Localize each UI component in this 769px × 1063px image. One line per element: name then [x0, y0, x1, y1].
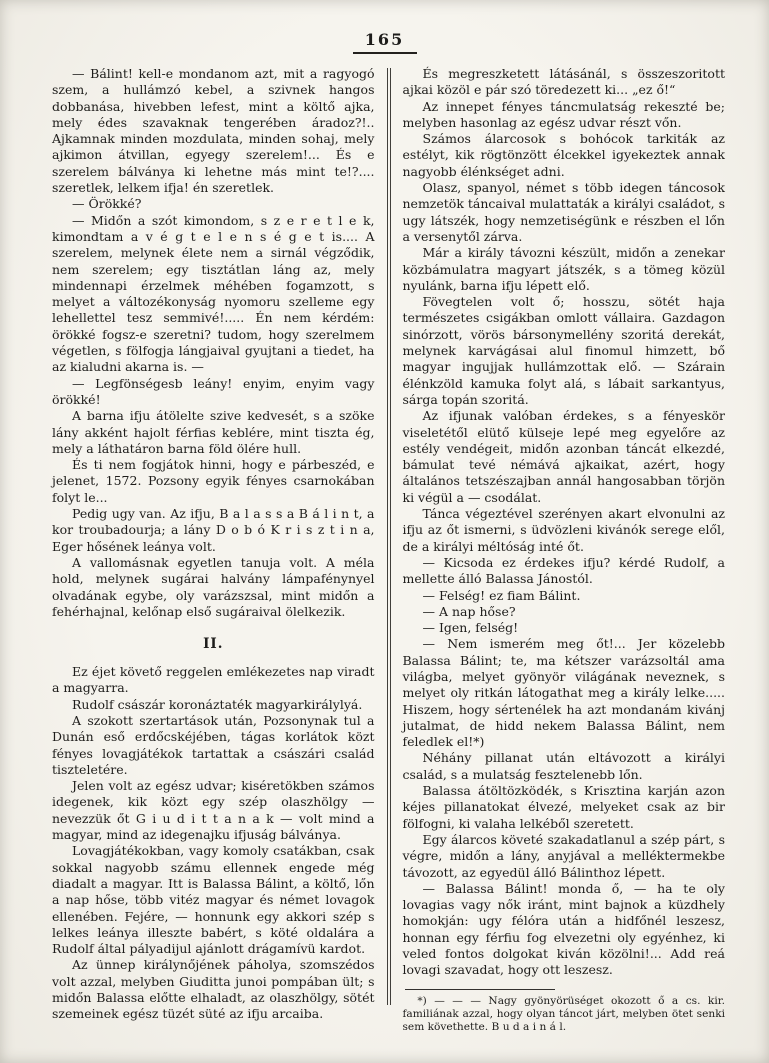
page-header [0, 0, 769, 54]
paragraph: A vallomásnak egyetlen tanuja volt. A méla hold, melynek sugárai halvány lámpafénynyel olvadának egybe, oly varázszsal, mint midőn a fehérhajnal, kelőnap első sugáraival ölelkezik. [52, 554, 375, 619]
paragraph: Egy álarcos követé szakadatlanul a szép párt, s végre, midőn a lány, anyjával a melléktermekbe távozott, az egyedül álló Bálinthoz lépett. [402, 831, 725, 880]
paragraph: És ti nem fogjátok hinni, hogy e párbeszéd, e jelenet, 1572. Pozsony egyik fényes csarnokában folyt le... [52, 457, 375, 505]
paragraph: — Legfönségesb leány! enyim, enyim vagy örökké! [52, 375, 375, 407]
paragraph: — Bálint! kell-e mondanom azt, mit a ragyogó szem, a hullámzó kebel, a szivnek hangos dobbanása, hivebben lefest, mint a költő ajka, mely édes szavaknak tengerében áradoz?!.. Ajkamnak minden mozdulata, minden sohaj, mely ajkimon átvillan, egyegy szerelem!... És e szerelem bálványa ki lehetne más mint te!?.... szeretlek, lelkem ifja! én szeretlek. [52, 66, 375, 196]
paragraph: Tánca végeztével szerényen akart elvonulni az ifju az őt ismerni, s üdvözleni kivánók serege elől, de a királyi méltóság inté őt. [402, 506, 725, 554]
paragraph: Fövegtelen volt ő; hosszu, sötét haja természetes csigákban omlott vállaira. Gazdagon sinórzott, vörös bársonymellény szoritá derekát, melynek karvágásai alul finomul himzett, bő magyar ingujjak hullámzottak elő. — Szárain élénkzöld kamuka folyt alá, s lábait sarkantyus, sárga topán szoritá. [402, 294, 725, 407]
paragraph: — Balassa Bálint! monda ő, — ha te oly lovagias vagy nők iránt, mint bajnok a küzdhely homokján: ugy félóra után a hidfőnél leszesz, honnan egy férfiu fog elvezetni oly egyénhez, ki veled fontos dolgokat kiván közölni!... Add reá lovagi szavadat, hogy ott leszesz. [402, 880, 725, 978]
paragraph: — A nap hőse? [422, 603, 516, 619]
paragraph: — Igen, felség! [422, 620, 519, 636]
left-column [52, 66, 375, 1035]
paragraph: Balassa átöltözködék, s Krisztina karján azon kéjes pillanatokat élvezé, melyeket csak az bir fölfogni, ki valaha lelkéből szeretett. [402, 783, 725, 831]
page-number: 165 [364, 30, 405, 49]
paragraph: Rudolf császár koronáztaték magyarkirálylyá. [72, 696, 363, 712]
footnote-block [403, 989, 726, 1035]
paragraph: — Midőn a szót kimondom, s z e r e t l e k, kimondtam a v é g t e l e n s é g e t is.... A szerelem, melynek élete nem a sirnál végződik, nem szerelem; egy tisztátlan láng az, mely mindennapi érzelmek méhében fogamzott, s melyet a változékonyság nyomoru szelleme egy lehellettel tesz semmivé!..... Én nem kérdém: örökké fogsz-e szeretni? tudom, hogy szerelmem végetlen, s fölfogja lángjaival gyujtani a tiedet, ha az kialudni akarna is. — [52, 212, 375, 375]
paragraph: Olasz, spanyol, német s több idegen táncosok nemzetök táncaival mulattaták a királyi családot, s ugy látszék, hogy nemzetiségünk e részben el lőn a versenytől zárva. [402, 180, 725, 244]
paragraph: — Nem ismerém meg őt!... Jer közelebb Balassa Bálint; te, ma kétszer varázsoltál ama világba, melyet gyönyör világának neveznek, s melyet oly ritkán látogathat meg a király lelke..... Hiszem, hogy sértenélek ha azt mondanám kivánj jutalmat, de hidd nekem Balassa Bálint, nem feledlek el!*) [402, 636, 725, 750]
paragraph: Az innepet fényes táncmulatság rekeszté be; melyben hasonlag az egész udvar részt vőn. [402, 98, 725, 130]
paragraph: Számos álarcosok s bohócok tarkiták az estélyt, kik rögtönzött élcekkel igyekeztek annak nagyobb élénkséget adni. [402, 131, 725, 179]
paragraph: — Örökké? [72, 196, 142, 212]
right-column [403, 66, 726, 1035]
paragraph: Az ünnep királynőjének páholya, szomszédos volt azzal, melyben Giuditta junoi pompában ült; s midőn Balassa előtte elhaladt, az olaszhölgy, sötét szemeinek egész tüzét süté az ifju arcaiba. [52, 957, 375, 1022]
column-divider [387, 68, 391, 1005]
text-columns [0, 54, 769, 1035]
footnote-separator-rule [405, 989, 555, 990]
paragraph: Lovagjátékokban, vagy komoly csatákban, csak sokkal nagyobb számu ellennek engede még diadalt a magyar. Itt is Balassa Bálint, a költő, lőn a nap hőse, több vitéz magyar és német lovagok ellenében. Fejére, — honnunk egy akkori szép s lelkes leánya illeszte babért, s köté oldalára a Rudolf által pályadijul ajánlott drágamívü kardot. [52, 843, 375, 957]
paragraph: Az ifjunak valóban érdekes, s a fényeskör viseletétől elütő külseje lepé meg egyelőre az estély vendégeit, midőn azonban táncát elkezdé, bámulat tevé némává ajkaikat, azért, hogy általános tetszészajban annál hangosabban törjön ki végül a — csodálat. [402, 408, 725, 505]
paragraph: A barna ifju átölelte szive kedvesét, s a szöke lány akként hajolt férfias keblére, mint tiszta ég, mely a láthatáron barna föld ölére hull. [52, 408, 375, 456]
right-column-text [403, 66, 726, 979]
footnote-text: *) — — — Nagy gyönyörüséget okozott ő a cs. kir. familiának azzal, hogy olyan táncot járt, melyben ötet senki sem követhette. B u d a i n á l. [402, 994, 725, 1034]
paragraph: Jelen volt az egész udvar; kiséretökben számos idegenek, kik közt egy szép olaszhölgy — nevezzük őt G i u d i t t a n a k — volt mind a magyar, mind az idegenajku ifjuság bálványa. [52, 778, 375, 843]
paragraph: És megreszketett látásánál, s összeszoritott ajkai közöl e pár szó töredezett ki... „ez ő!“ [402, 66, 725, 98]
paragraph: — Felség! ez fiam Bálint. [422, 587, 581, 603]
paragraph: Már a király távozni készült, midőn a zenekar közbámulatra magyart játszék, s a tömeg közül nyulánk, barna ifju lépett elő. [402, 245, 725, 293]
paragraph: Néhány pillanat után eltávozott a királyi család, s a mulatság fesztelenebb lőn. [402, 750, 725, 782]
paragraph: — Kicsoda ez érdekes ifju? kérdé Rudolf, a mellette álló Balassa Jánostól. [402, 554, 725, 587]
paragraph: Ez éjet követő reggelen emlékezetes nap viradt a magyarra. [52, 664, 375, 696]
chapter-heading: II. [203, 636, 224, 653]
paragraph: Pedig ugy van. Az ifju, B a l a s s a B á l i n t, a kor troubadourja; a lány D o b ó K r i s z t i n a, Eger hősének leánya volt. [52, 506, 375, 554]
paragraph: A szokott szertartások után, Pozsonynak tul a Dunán eső erdőcskéjében, tágas korlátok közt fényes lovagjátékok tartattak a császári család tiszteletére. [52, 712, 375, 777]
